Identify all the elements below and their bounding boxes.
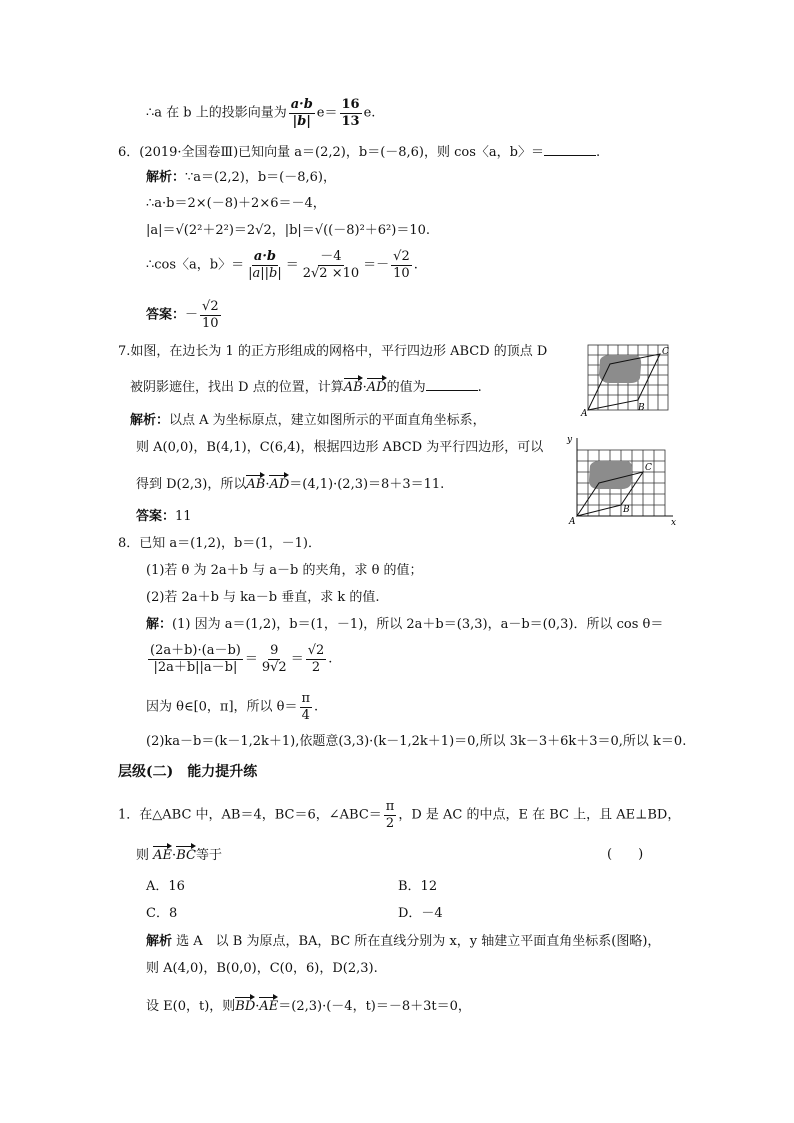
answer-paren: ( ): [607, 847, 644, 862]
point-a-label: A: [581, 409, 588, 419]
vector-ae: AE: [153, 845, 172, 862]
vector-ab: AB: [344, 377, 363, 394]
fraction: $\frac{√2}{10}$: [393, 249, 410, 281]
q8-solution-4: (2)ka－b＝(k－1,2k＋1),依题意(3,3)·(k－1,2k＋1)＝0,所以 3k－3＋6k＋3＝0,所以 k＝0.: [146, 734, 687, 749]
option-c: C．8: [146, 906, 178, 921]
answer-blank: [544, 144, 596, 156]
y-axis-label: y: [567, 435, 573, 445]
vector-ad: AD: [269, 474, 289, 491]
grid-figure-1: [578, 340, 678, 420]
vector-bc: BC: [176, 845, 196, 862]
question-7: 7.如图，在边长为 1 的正方形组成的网格中，平行四边形 ABCD 的顶点 D: [118, 344, 548, 359]
q6-analysis-2: ∴a·b＝2×(－8)＋2×6＝－4，: [146, 196, 326, 211]
fraction: $\frac{9}{9√2}$: [261, 643, 287, 675]
q1-analysis-2: 则 A(4,0)，B(0,0)，C(0，6)，D(2,3).: [146, 961, 378, 976]
q6-analysis-4: ∴cos〈a，b〉＝ $\frac{a\cdot b}{|a||b|}$ ＝ $\frac{-4}{2√2 \times 10}$ ＝－ $\frac{√2}{10}$ .: [146, 249, 418, 281]
q7-analysis-2: 则 A(0,0)，B(4,1)，C(6,4)，根据四边形 ABCD 为平行四边形，可以: [136, 440, 544, 455]
fraction: $\frac{\pi}{2}$: [385, 799, 395, 831]
q6-analysis-3: |a|＝√(2²＋2²)＝2√2，|b|＝√((－8)²＋6²)＝10.: [146, 223, 431, 238]
question-7-line-2: 被阴影遮住，找出 D 点的位置，计算AB·AD的值为 .: [130, 377, 482, 394]
option-a: A．16: [146, 879, 185, 894]
option-d: D．－4: [398, 906, 443, 921]
vector-bd: BD: [235, 996, 255, 1013]
question-8: 8．已知 a＝(1,2)，b＝(1，－1)．: [118, 536, 321, 551]
fraction: $\frac{a\cdot b}{|a||b|}$: [248, 249, 282, 281]
option-b: B．12: [398, 879, 438, 894]
q7-analysis-3: 得到 D(2,3)，所以AB·AD＝(4,1)·(2,3)＝8＋3＝11.: [136, 474, 444, 491]
fraction: $\frac{-4}{2√2 \times 10}$: [302, 249, 360, 281]
question-1-line-2: 则 AE·BC等于: [136, 845, 222, 862]
q1-analysis-3: 设 E(0，t)，则BD·AE＝(2,3)·(－4，t)＝－8＋3t＝0，: [146, 996, 471, 1013]
vector-ad: AD: [367, 377, 387, 394]
line-projection: ∴a 在 b 上的投影向量为 $\frac{a\cdot b}{|b|}$ e＝ $\frac{16}{13}$ e.: [146, 97, 376, 129]
point-b-label: B: [638, 403, 645, 413]
fraction: $\frac{a\cdot b}{|b|}$: [290, 97, 313, 129]
section-heading: 层级(二) 能力提升练: [118, 764, 258, 780]
q1-analysis-1: 解析 选 A 以 B 为原点，BA，BC 所在直线分别为 x，y 轴建立平面直角坐标系(图略)，: [146, 934, 661, 949]
q8-solution-2: $\frac{(2a+b)\cdot(a-b)}{|2a+b||a-b|}$ ＝ $\frac{9}{9√2}$ ＝ $\frac{√2}{2}$ .: [150, 643, 333, 675]
fraction: $\frac{(2a+b)\cdot(a-b)}{|2a+b||a-b|}$: [150, 643, 241, 675]
point-c-label: C: [662, 347, 669, 357]
q7-analysis-1: 解析：以点 A 为坐标原点，建立如图所示的平面直角坐标系，: [130, 413, 486, 428]
question-8-part-1: (1)若 θ 为 2a＋b 与 a－b 的夹角，求 θ 的值；: [146, 563, 423, 578]
point-c-label: C: [645, 463, 652, 473]
question-6: 6．(2019·全国卷Ⅲ)已知向量 a＝(2,2)，b＝(－8,6)，则 cos〈a，b〉＝ .: [118, 145, 601, 160]
fraction: $\frac{√2}{2}$: [307, 643, 325, 675]
grid-figure-2: [565, 432, 680, 527]
vector-ae: AE: [259, 996, 278, 1013]
fraction: $\frac{\pi}{4}$: [301, 691, 311, 723]
x-axis-label: x: [671, 518, 677, 527]
answer-blank: [426, 379, 478, 391]
q8-solution-1: 解：(1) 因为 a＝(1,2)，b＝(1，－1)，所以 2a＋b＝(3,3)，a－b＝(0,3)．所以 cos θ＝: [146, 617, 664, 632]
fraction: $\frac{√2}{10}$: [202, 299, 219, 331]
vector-ab: AB: [246, 474, 265, 491]
q6-analysis-1: 解析：∵a＝(2,2)，b＝(－8,6)，: [146, 170, 336, 185]
point-b-label: B: [623, 505, 630, 515]
question-8-part-2: (2)若 2a＋b 与 ka－b 垂直，求 k 的值.: [146, 590, 380, 605]
fraction: $\frac{16}{13}$: [341, 97, 360, 129]
q6-answer: 答案：－ $\frac{√2}{10}$: [146, 299, 219, 331]
point-a-label: A: [569, 517, 576, 527]
q7-answer: 答案：11: [136, 509, 192, 524]
q8-solution-3: 因为 θ∈[0，π]，所以 θ＝ $\frac{\pi}{4}$ .: [146, 691, 319, 723]
question-1: 1．在△ABC 中，AB＝4，BC＝6，∠ABC＝ $\frac{\pi}{2}$ ，D 是 AC 的中点，E 在 BC 上，且 AE⊥BD，: [118, 799, 681, 831]
shaded-region: [589, 461, 632, 489]
